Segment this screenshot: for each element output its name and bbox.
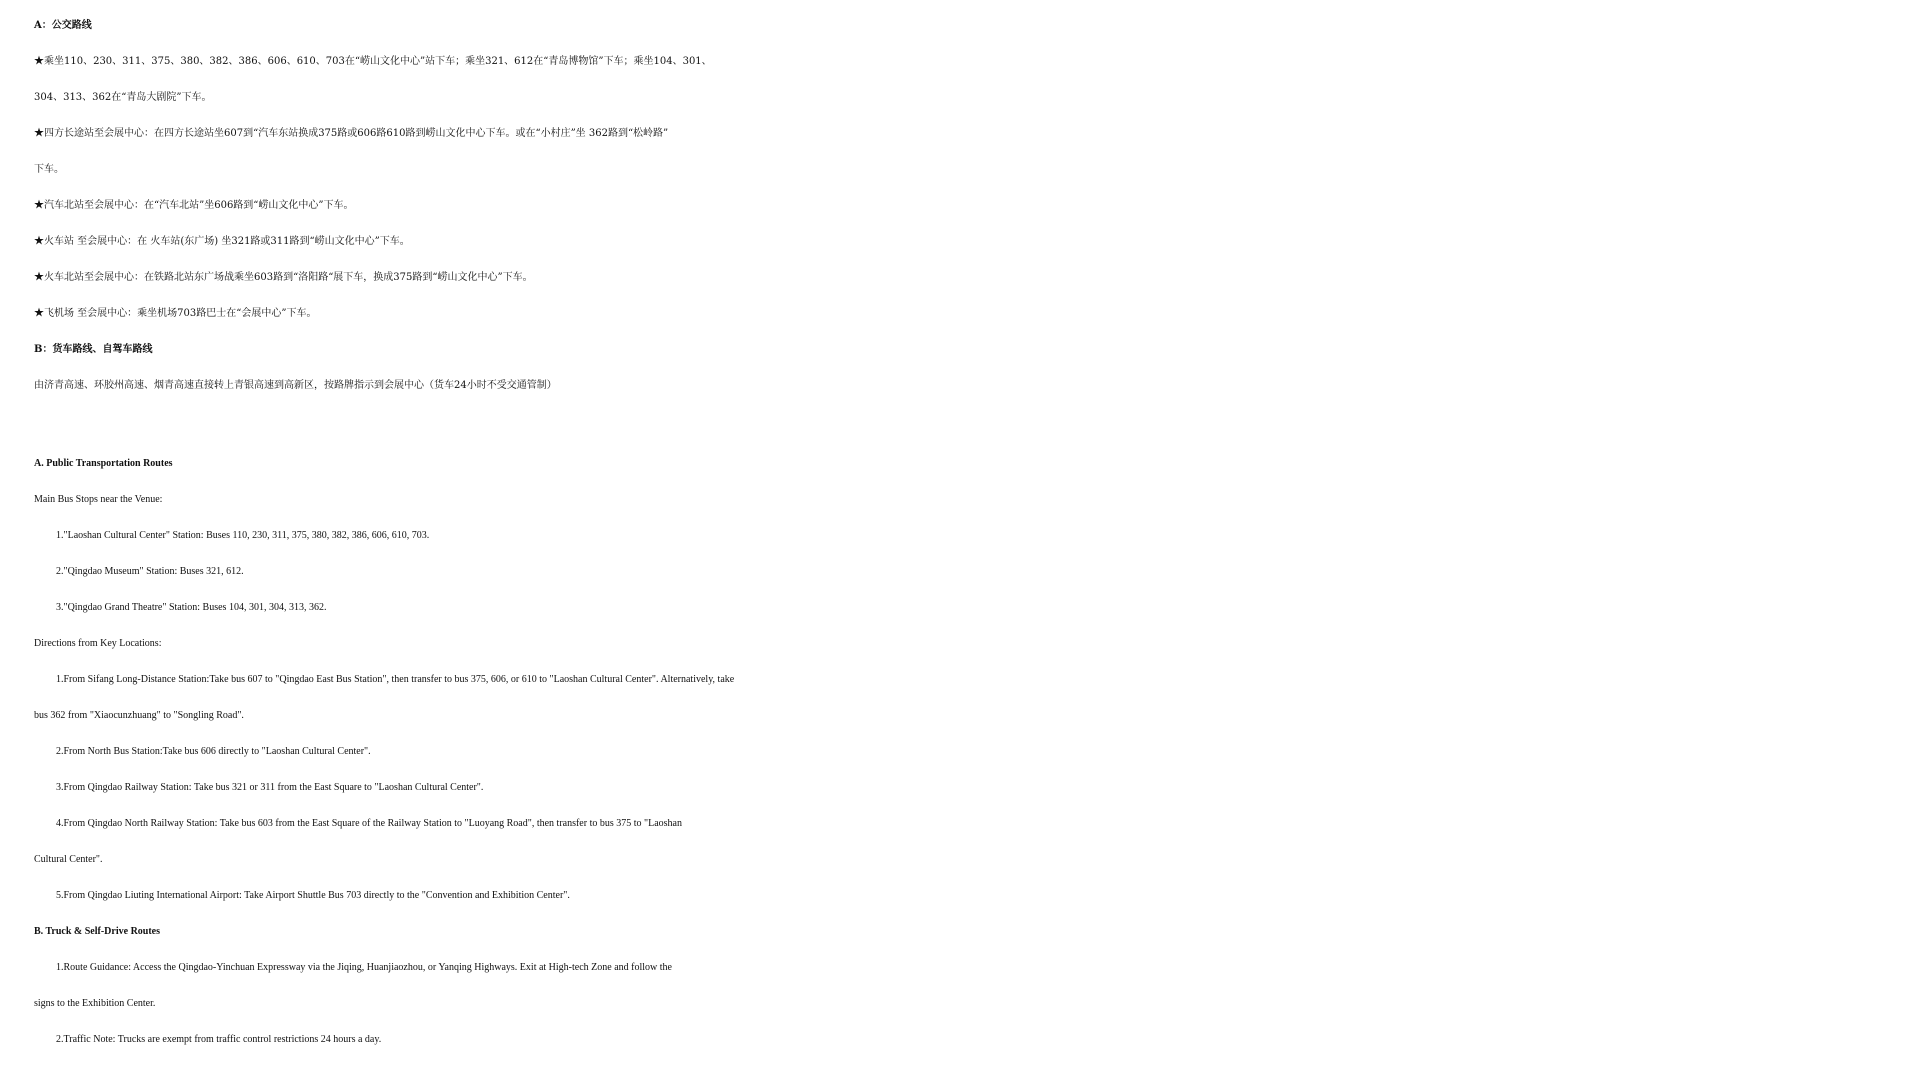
zh-line-1: ★乘坐110、230、311、375、380、382、386、606、610、703在“崂山文化中心”站下车；乘坐321、612在“青岛博物馆”下车；乘坐104、301、 (34, 56, 712, 67)
en-direction-2: 2.From North Bus Station:Take bus 606 directly to "Laoshan Cultural Center". (56, 746, 371, 757)
en-direction-1-line-1: 1.From Sifang Long-Distance Station:Take bus 607 to "Qingdao East Bus Station", then transfer to bus 375, 606, or 610 to "Laoshan Cultural Center". Alternatively, take (56, 674, 735, 685)
zh-line-5: ★汽车北站至会展中心：在“汽车北站”坐606路到“崂山文化中心”下车。 (34, 200, 354, 211)
zh-line-2: 304、313、362在“青岛大剧院”下车。 (34, 92, 212, 103)
zh-section-b-heading: B：货车路线、自驾车路线 (34, 344, 153, 355)
zh-line-6: ★火车站 至会展中心：在 火车站(东广场) 坐321路或311路到“崂山文化中心”下车。 (34, 236, 410, 247)
en-direction-3: 3.From Qingdao Railway Station: Take bus 321 or 311 from the East Square to "Laoshan Cultural Center". (56, 782, 484, 793)
zh-line-4: 下车。 (34, 164, 64, 175)
zh-line-3: ★四方长途站至会展中心：在四方长途站坐607到“汽车东站换成375路或606路610路到崂山文化中心下车。或在“小村庄”坐 362路到“松岭路” (34, 128, 669, 139)
zh-section-b-text: 由济青高速、环胶州高速、烟青高速直接转上青银高速到高新区，按路牌指示到会展中心（货车24小时不受交通管制） (34, 380, 557, 391)
en-direction-5: 5.From Qingdao Liuting International Airport: Take Airport Shuttle Bus 703 directly to the "Convention and Exhibition Center". (56, 890, 570, 901)
section-gap (34, 404, 1910, 446)
en-bus-stop-1: 1."Laoshan Cultural Center" Station: Buses 110, 230, 311, 375, 380, 382, 386, 606, 610, 703. (56, 530, 430, 541)
en-directions-label: Directions from Key Locations: (34, 638, 162, 649)
document-page (34, 8, 1910, 1058)
en-bus-stop-3: 3."Qingdao Grand Theatre" Station: Buses 104, 301, 304, 313, 362. (56, 602, 327, 613)
en-section-a-heading: A. Public Transportation Routes (34, 458, 173, 469)
zh-line-7: ★火车北站至会展中心：在铁路北站东广场战乘坐603路到“洛阳路“展下车，换成375路到“崂山文化中心”下车。 (34, 272, 533, 283)
zh-section-a-heading: A：公交路线 (34, 20, 92, 31)
en-traffic-note: 2.Traffic Note: Trucks are exempt from traffic control restrictions 24 hours a day. (56, 1034, 382, 1045)
en-bus-stops-label: Main Bus Stops near the Venue: (34, 494, 163, 505)
en-direction-4-line-1: 4.From Qingdao North Railway Station: Take bus 603 from the East Square of the Railway Station to "Luoyang Road", then transfer to bus 375 to "Laoshan (56, 818, 682, 829)
en-section-b-heading: B. Truck & Self-Drive Routes (34, 926, 161, 937)
en-direction-1-line-2: bus 362 from "Xiaocunzhuang" to "Songling Road". (34, 710, 244, 721)
en-bus-stop-2: 2."Qingdao Museum" Station: Buses 321, 612. (56, 566, 244, 577)
zh-line-8: ★飞机场 至会展中心：乘坐机场703路巴士在“会展中心”下车。 (34, 308, 317, 319)
en-route-guidance-line-1: 1.Route Guidance: Access the Qingdao-Yinchuan Expressway via the Jiqing, Huanjiaozhou, or Yanqing Highways. Exit at High-tech Zone and follow the (56, 962, 672, 973)
en-direction-4-line-2: Cultural Center". (34, 854, 103, 865)
en-route-guidance-line-2: signs to the Exhibition Center. (34, 998, 156, 1009)
